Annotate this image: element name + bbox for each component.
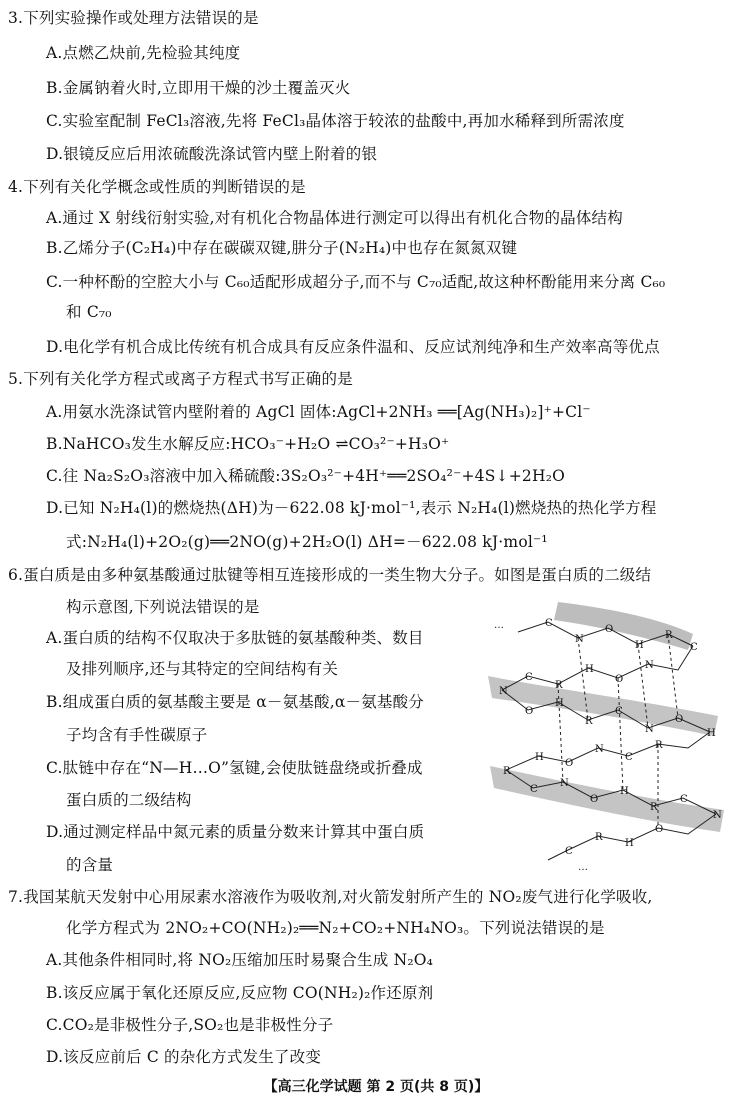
atom-label: C (530, 784, 538, 795)
protein-secondary-structure-figure (488, 598, 734, 874)
atom-label: R (503, 766, 511, 777)
question-text-line: D.银镜反应后用浓硫酸洗涤试管内壁上附着的银 (46, 145, 378, 163)
hydrogen-bond (618, 678, 623, 790)
question-text-line: B.乙烯分子(C₂H₄)中存在碳碳双键,肼分子(N₂H₄)中也存在氮氮双键 (46, 239, 518, 257)
question-text-line: A.用氨水洗涤试管内壁附着的 AgCl 固体:AgCl+2NH₃ ══[Ag(NH₃)₂]⁺+Cl⁻ (46, 403, 591, 421)
question-text-line: D.该反应前后 C 的杂化方式发生了改变 (46, 1048, 322, 1066)
atom-label: O (675, 714, 684, 725)
question-stem: 6.蛋白质是由多种氨基酸通过肽键等相互连接形成的一类生物大分子。如图是蛋白质的二级结 (8, 566, 652, 584)
question-text-line: A.点燃乙炔前,先检验其纯度 (46, 44, 241, 62)
atom-label: C (565, 846, 573, 857)
question-text-line: B.NaHCO₃发生水解反应:HCO₃⁻+H₂O ⇌CO₃²⁻+H₃O⁺ (46, 435, 450, 453)
question-text-line: C.CO₂是非极性分子,SO₂也是非极性分子 (46, 1016, 334, 1034)
atom-label: C (680, 794, 688, 805)
atom-label: R (665, 630, 673, 641)
question-text-line: 及排列顺序,还与其特定的空间结构有关 (66, 660, 339, 678)
atom-label: N (713, 810, 722, 821)
atom-label: H (620, 786, 629, 797)
question-stem: 3.下列实验操作或处理方法错误的是 (8, 9, 259, 27)
atom-label: C (615, 706, 623, 717)
question-text-line: 的含量 (66, 856, 114, 874)
question-text-line: C.实验室配制 FeCl₃溶液,先将 FeCl₃晶体溶于较浓的盐酸中,再加水稀释到所需浓度 (46, 112, 625, 130)
helix-ribbon-band (490, 766, 724, 832)
page-footer: 【高三化学试题 第 2 页(共 8 页)】 (263, 1079, 489, 1095)
peptide-backbone (502, 646, 693, 690)
atom-label: O (605, 624, 614, 635)
atom-label: C (545, 618, 553, 629)
atom-label: H (635, 640, 644, 651)
question-text-line: 化学方程式为 2NO₂+CO(NH₂)₂══N₂+CO₂+NH₄NO₃。下列说法错误的是 (66, 919, 605, 937)
question-text-line: B.该反应属于氧化还原反应,反应物 CO(NH₂)₂作还原剂 (46, 984, 434, 1002)
atom-label: H (555, 698, 564, 709)
atom-label: N (645, 660, 654, 671)
atom-label: R (555, 680, 563, 691)
atom-label: O (590, 794, 599, 805)
question-text-line: 子均含有手性碳原子 (66, 726, 208, 744)
question-text-line: 和 C₇₀ (66, 303, 112, 321)
atom-label: O (565, 758, 574, 769)
question-text-line: C.一种杯酚的空腔大小与 C₆₀适配形成超分子,而不与 C₇₀适配,故这种杯酚能用来分离 C₆₀ (46, 273, 666, 291)
atom-label: O (655, 824, 664, 835)
atom-label: N (499, 686, 508, 697)
chain-ellipsis: … (494, 620, 504, 631)
atom-label: R (655, 740, 663, 751)
question-text-line: C.往 Na₂S₂O₃溶液中加入稀硫酸:3S₂O₃²⁻+4H⁺══2SO₄²⁻+4S↓+2H₂O (46, 467, 566, 485)
question-text-line: A.通过 X 射线衍射实验,对有机化合物晶体进行测定可以得出有机化合物的晶体结构 (46, 209, 623, 227)
question-stem: 5.下列有关化学方程式或离子方程式书写正确的是 (8, 370, 353, 388)
atom-label: N (560, 778, 569, 789)
atom-label: N (595, 744, 604, 755)
atom-label: N (575, 634, 584, 645)
question-text-line: A.蛋白质的结构不仅取决于多肽链的氨基酸种类、数目 (46, 629, 424, 647)
atom-label: R (585, 716, 593, 727)
question-stem: 4.下列有关化学概念或性质的判断错误的是 (8, 178, 306, 196)
question-text-line: 构示意图,下列说法错误的是 (66, 598, 260, 616)
question-text-line: B.金属钠着火时,立即用干燥的沙土覆盖灭火 (46, 79, 351, 97)
atom-label: H (585, 664, 594, 675)
question-text-line: D.电化学有机合成比传统有机合成具有反应条件温和、反应试剂纯净和生产效率高等优点 (46, 338, 660, 356)
question-text-line: 式:N₂H₄(l)+2O₂(g)══2NO(g)+2H₂O(l) ΔH=－622.08 kJ·mol⁻¹ (66, 533, 548, 551)
peptide-backbone (506, 732, 710, 770)
question-stem: 7.我国某航天发射中心用尿素水溶液作为吸收剂,对火箭发射所产生的 NO₂废气进行化学吸收, (8, 888, 653, 906)
atom-label: C (690, 642, 698, 653)
atom-label: R (650, 802, 658, 813)
atom-label: C (625, 752, 633, 763)
question-text-line: D.通过测定样品中氮元素的质量分数来计算其中蛋白质 (46, 823, 425, 841)
atom-label: H (707, 728, 716, 739)
atom-label: O (525, 706, 534, 717)
chain-ellipsis: … (578, 862, 588, 873)
question-text-line: B.组成蛋白质的氨基酸主要是 α－氨基酸,α－氨基酸分 (46, 693, 425, 711)
atom-label: O (615, 674, 624, 685)
question-text-line: C.肽链中存在“N—H…O”氢键,会使肽链盘绕或折叠成 (46, 759, 423, 777)
atom-label: C (525, 672, 533, 683)
question-text-line: D.已知 N₂H₄(l)的燃烧热(ΔH)为－622.08 kJ·mol⁻¹,表示 N₂H₄(l)燃烧热的热化学方程 (46, 499, 657, 517)
atom-label: N (645, 724, 654, 735)
atom-label: H (535, 752, 544, 763)
atom-label: R (595, 832, 603, 843)
question-text-line: 蛋白质的二级结构 (66, 791, 192, 809)
atom-label: H (625, 838, 634, 849)
question-text-line: A.其他条件相同时,将 NO₂压缩加压时易聚合生成 N₂O₄ (46, 951, 434, 969)
